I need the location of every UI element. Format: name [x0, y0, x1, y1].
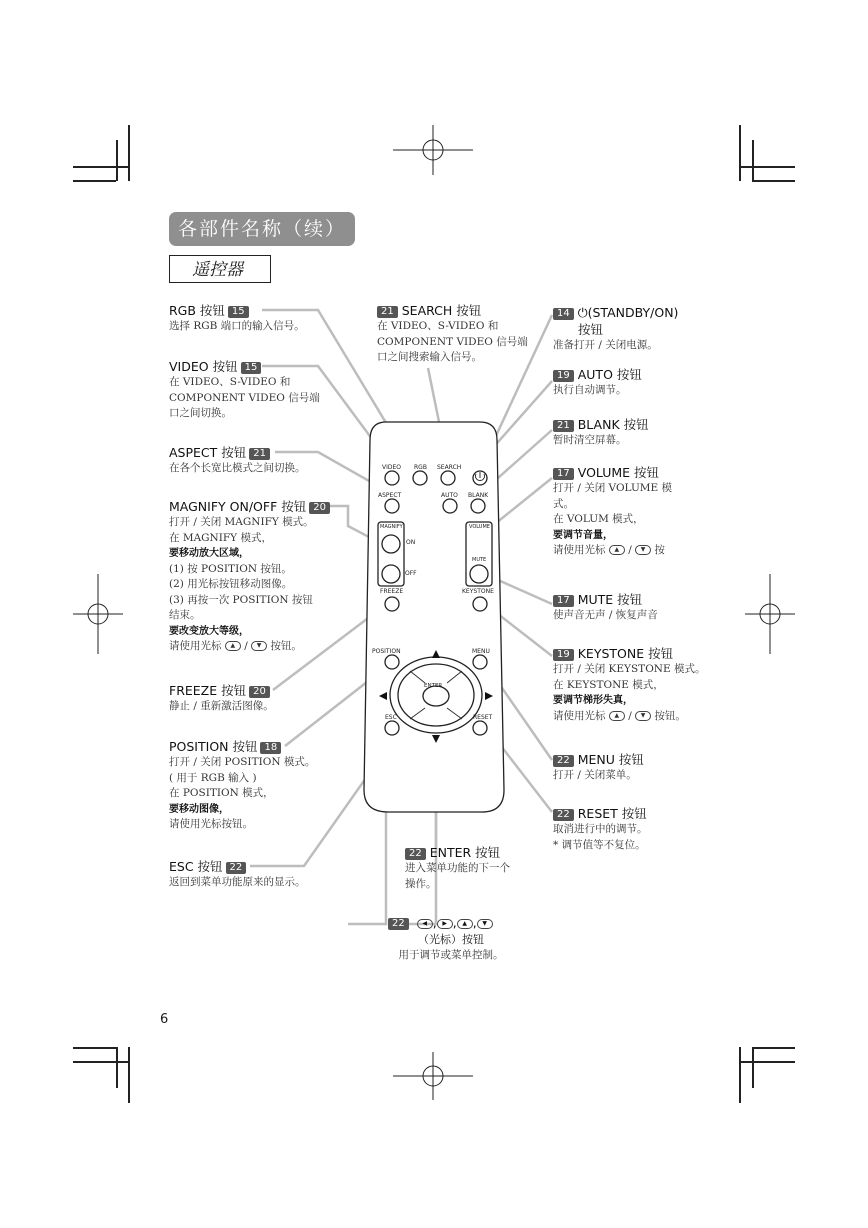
remote-label-reset: RESET [473, 714, 493, 721]
item-menu [553, 751, 644, 784]
item-title: VIDEO 按钮 [169, 359, 238, 374]
freeze-button [385, 597, 399, 611]
item-search [377, 302, 528, 366]
desc-line: 打开 / 关闭 KEYSTONE 模式。 [553, 663, 706, 675]
remote-label-freeze: FREEZE [380, 588, 404, 595]
desc-line: 打开 / 关闭 MAGNIFY 模式。 [169, 516, 314, 528]
arrow-left-icon: ◀ [417, 919, 433, 929]
arrow-down-icon: ▼ [251, 641, 267, 651]
item-auto [553, 366, 642, 399]
remote-label-blank: BLANK [468, 492, 489, 499]
arrow-down-icon: ▼ [477, 919, 493, 929]
desc-line: 在 VOLUM 模式， [553, 513, 644, 525]
remote-label-menu: MENU [472, 648, 490, 655]
desc-line: 在 VIDEO、S-VIDEO 和 [377, 320, 499, 332]
arrow-down-icon: ▼ [635, 711, 651, 721]
page-badge: 21 [553, 420, 574, 432]
power-icon: ⏻ [577, 305, 588, 320]
desc-line: 请使用光标按钮。 [169, 818, 253, 830]
menu-button [473, 655, 487, 669]
item-mute [553, 591, 658, 624]
remote-label-off: OFF [405, 570, 417, 577]
remote-label-aspect: ASPECT [378, 492, 402, 499]
item-esc [169, 858, 306, 891]
item-enter [405, 844, 510, 892]
desc-line: 要调节梯形失真， [553, 695, 633, 706]
esc-button [385, 721, 399, 735]
desc-line-cursor: 请使用光标 ▲ / ▼ 按钮。 [553, 709, 686, 722]
rgb-button [413, 471, 427, 485]
item-title: FREEZE 按钮 [169, 683, 247, 698]
desc-line: ( 用于 RGB 输入 ) [169, 771, 257, 784]
desc-line: 结束。 [169, 609, 201, 621]
page-number: 6 [160, 1012, 169, 1027]
page-badge: 19 [553, 370, 574, 382]
desc-line: 在 KEYSTONE 模式， [553, 678, 664, 691]
desc-line: 返回到菜单功能原来的显示。 [169, 876, 306, 888]
remote-label-search: SEARCH [437, 464, 462, 471]
page-badge: 21 [377, 306, 398, 318]
desc-line: COMPONENT VIDEO 信号端 [377, 335, 528, 348]
item-title: VOLUME 按钮 [577, 465, 660, 480]
video-button [385, 471, 399, 485]
arrow-up-icon: ▲ [225, 641, 241, 651]
item-title: BLANK 按钮 [577, 417, 649, 432]
desc-line: 使声音无声 / 恢复声音 [553, 609, 658, 621]
item-aspect [169, 444, 306, 477]
item-title: （光标）按钮 [418, 933, 484, 946]
blank-button [471, 499, 485, 513]
desc-line: 在 VIDEO、S-VIDEO 和 [169, 376, 291, 388]
desc-line: 打开 / 关闭 POSITION 模式。 [169, 756, 316, 768]
mute-button [470, 565, 488, 583]
desc-line: 用于调节或菜单控制。 [398, 949, 504, 961]
arrow-up-icon: ▲ [609, 545, 625, 555]
desc-line: 在各个长宽比模式之间切换。 [169, 462, 306, 474]
item-title: ESC 按钮 [169, 859, 223, 874]
desc-line: 要移动放大区域， [169, 548, 249, 559]
remote-label-mute: MUTE [472, 557, 487, 563]
item-title: KEYSTONE 按钮 [577, 646, 674, 661]
page-badge: 22 [553, 809, 574, 821]
page-badge: 19 [553, 649, 574, 661]
page-badge: 20 [249, 686, 270, 698]
desc-line: 准备打开 / 关闭电源。 [553, 339, 658, 351]
item-title: ASPECT 按钮 [169, 445, 247, 460]
item-magnify [169, 498, 330, 655]
desc-line: 要移动图像， [169, 803, 229, 815]
remote-label-keystone: KEYSTONE [462, 588, 494, 595]
subsection-title: 遥控器 [169, 255, 271, 283]
item-title-2: 按钮 [578, 322, 604, 337]
page-badge: 14 [553, 308, 574, 320]
desc-line: 口之间搜索输入信号。 [377, 351, 482, 363]
desc-line: 打开 / 关闭 VOLUME 模 [553, 482, 673, 494]
page-badge: 15 [228, 306, 249, 318]
item-keystone [553, 645, 706, 724]
remote-label-auto: AUTO [441, 492, 458, 499]
item-title: RESET 按钮 [577, 806, 647, 821]
arrow-right-icon: ▶ [437, 919, 453, 929]
desc-line: 静止 / 重新激活图像。 [169, 700, 274, 712]
aspect-button [385, 499, 399, 513]
desc-line: 口之间切换。 [169, 407, 232, 419]
remote-label-rgb: RGB [414, 464, 427, 471]
auto-button [443, 499, 457, 513]
item-video [169, 358, 320, 422]
page-badge: 22 [553, 755, 574, 767]
keystone-button [473, 597, 487, 611]
item-title: MAGNIFY ON/OFF 按钮 [169, 499, 307, 514]
page-badge: 17 [553, 468, 574, 480]
item-standby [553, 304, 678, 354]
page-badge: 18 [260, 742, 281, 754]
search-button [441, 471, 455, 485]
item-title: SEARCH 按钮 [401, 303, 482, 318]
desc-line: 在 POSITION 模式， [169, 787, 274, 799]
desc-line-cursor: 请使用光标 ▲ / ▼ 按 [553, 544, 665, 556]
page-badge: 15 [241, 362, 262, 374]
item-position [169, 738, 315, 833]
item-freeze [169, 682, 274, 715]
desc-line: 要改变放大等级， [169, 625, 249, 637]
item-title: RGB 按钮 [169, 303, 225, 318]
desc-line: 取消进行中的调节。 [553, 823, 648, 835]
arrow-up-icon: ▲ [609, 711, 625, 721]
reset-button [473, 721, 487, 735]
desc-line: 在 MAGNIFY 模式， [169, 531, 272, 544]
desc-line: 选择 RGB 端口的输入信号。 [169, 320, 305, 332]
remote-label-magnify: MAGNIFY [380, 524, 403, 530]
enter-button [423, 686, 449, 706]
desc-line: (1) 按 POSITION 按钮。 [169, 562, 292, 575]
item-title: MUTE 按钮 [577, 592, 643, 607]
magnify-on-button [382, 535, 400, 553]
item-title: ENTER 按钮 [429, 845, 501, 860]
item-title: AUTO 按钮 [577, 367, 642, 382]
page-badge: 22 [405, 848, 426, 860]
page-badge: 20 [309, 502, 330, 514]
arrow-up-icon: ▲ [457, 919, 473, 929]
item-cursor: 22 ◀ , ▶ , ▲ , ▼ （光标）按钮 用于调节或菜单控制。 [386, 914, 516, 964]
desc-line-cursor: 请使用光标 ▲ / ▼ 按钮。 [169, 640, 302, 652]
item-title: MENU 按钮 [577, 752, 644, 767]
item-volume [553, 464, 672, 559]
position-button [385, 655, 399, 669]
desc-line: 进入菜单功能的下一个 [405, 862, 510, 874]
desc-line: 暂时清空屏幕。 [553, 434, 627, 446]
remote-label-video: VIDEO [382, 464, 402, 471]
desc-line: 打开 / 关闭菜单。 [553, 769, 637, 781]
item-title: (STANDBY/ON) [587, 305, 679, 320]
page-badge: 22 [226, 862, 247, 874]
desc-line: 操作。 [405, 877, 437, 890]
item-blank [553, 416, 649, 449]
remote-label-on: ON [406, 539, 416, 546]
remote-label-volume: VOLUME [469, 524, 490, 530]
remote-label-position: POSITION [372, 648, 401, 655]
page-badge: 17 [553, 595, 574, 607]
desc-line: COMPONENT VIDEO 信号端 [169, 391, 320, 404]
remote-label-enter: ENTER [424, 683, 443, 689]
magnify-off-button [382, 565, 400, 583]
arrow-down-icon: ▼ [635, 545, 651, 555]
desc-line: (3) 再按一次 POSITION 按钮 [169, 593, 313, 606]
desc-line: 要调节音量， [553, 529, 613, 541]
remote-label-esc: ESC [385, 714, 397, 721]
page-badge: 21 [249, 448, 270, 460]
desc-line: (2) 用光标按钮移动图像。 [169, 578, 293, 590]
desc-line: * 调节值等不复位。 [553, 838, 646, 851]
item-rgb [169, 302, 305, 335]
desc-line: 式。 [553, 497, 574, 510]
desc-line: 执行自动调节。 [553, 384, 627, 396]
item-title: POSITION 按钮 [169, 739, 258, 754]
item-reset [553, 805, 648, 853]
page-badge: 22 [388, 918, 409, 930]
section-title: 各部件名称（续） [169, 212, 355, 246]
